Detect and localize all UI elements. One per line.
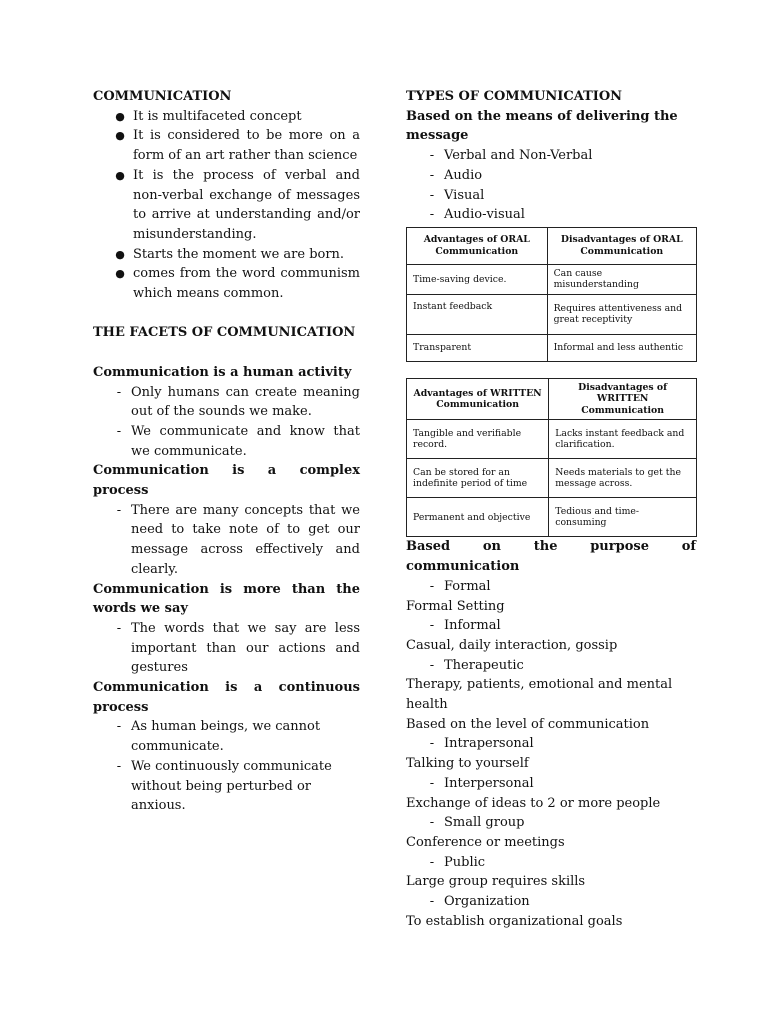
table-cell: Transparent: [407, 334, 548, 361]
list-item: ● Starts the moment we are born.: [93, 245, 360, 265]
table-header: Disadvantages of WRITTEN Communication: [549, 378, 697, 420]
facet-title: Communication is a human activity: [93, 364, 352, 380]
list-item: ● It is multifaceted concept: [93, 107, 360, 127]
list-item: ● It is considered to be more on a form of an art rather than science: [93, 126, 360, 165]
dash-icon: -: [116, 758, 122, 774]
item-description: To establish organizational goals: [406, 913, 623, 929]
list-item: - Intrapersonal: [406, 734, 696, 754]
table-cell: Tangible and verifiable record.: [407, 420, 549, 459]
item-description: Talking to yourself: [406, 756, 529, 772]
list-item: - Small group: [406, 813, 696, 833]
table-cell: Instant feedback: [407, 294, 548, 334]
bullet-dot-icon: ●: [115, 109, 125, 123]
table-cell: Requires attentiveness and great receptivity: [547, 294, 696, 334]
dash-icon: -: [429, 815, 435, 831]
dash-icon: -: [429, 854, 435, 870]
table-cell: Lacks instant feedback and clarification.: [549, 420, 697, 459]
list-item: - Interpersonal: [406, 774, 696, 794]
bullet-dot-icon: ●: [115, 247, 125, 261]
list-item: - Public: [406, 853, 696, 873]
facet-title: Communication is a complex process: [93, 463, 360, 499]
dash-icon: -: [429, 148, 435, 164]
list-item: - Visual: [406, 186, 696, 206]
dash-icon: -: [116, 384, 122, 400]
means-heading: Based on the means of delivering the message: [406, 108, 678, 144]
dash-icon: -: [429, 578, 435, 594]
table-row: [407, 294, 697, 334]
list-item: ● It is the process of verbal and non-verbal exchange of messages to arrive at understanding and/or misunderstanding.: [93, 166, 360, 245]
table-row: [407, 459, 697, 498]
table-cell: Tedious and time-consuming: [549, 498, 697, 537]
dash-icon: -: [429, 618, 435, 634]
list-item: - As human beings, we cannot communicate.: [93, 717, 360, 756]
types-heading: TYPES OF COMMUNICATION: [406, 89, 623, 104]
table-row: [407, 264, 697, 294]
list-item: - There are many concepts that we need to take note of to get our message across effectively and clearly.: [93, 501, 360, 580]
item-description: Large group requires skills: [406, 874, 586, 890]
list-item: - We communicate and know that we communicate.: [93, 422, 360, 461]
written-communication-table: [406, 378, 697, 538]
item-description: Exchange of ideas to 2 or more people: [406, 795, 661, 811]
list-item: - Informal: [406, 616, 696, 636]
dash-icon: -: [429, 775, 435, 791]
dash-icon: -: [429, 657, 435, 673]
table-row: [407, 334, 697, 361]
table-row: [407, 420, 697, 459]
dash-icon: -: [429, 167, 435, 183]
list-item: - Only humans can create meaning out of the sounds we make.: [93, 383, 360, 422]
table-row: [407, 498, 697, 537]
bullet-dot-icon: ●: [115, 129, 125, 143]
list-item: - The words that we say are less important than our actions and gestures: [93, 619, 360, 678]
facet-title: Communication is a continuous process: [93, 680, 360, 715]
item-description: Conference or meetings: [406, 834, 565, 850]
table-header: Advantages of WRITTEN Communication: [407, 378, 549, 420]
left-column: [93, 87, 360, 816]
dash-icon: -: [429, 187, 435, 203]
level-heading: Based on the level of communication: [406, 716, 650, 732]
list-item: - Verbal and Non-Verbal: [406, 146, 696, 166]
table-header: Advantages of ORAL Communication: [407, 227, 548, 264]
list-item: ● comes from the word communism which means common.: [93, 264, 360, 303]
dash-icon: -: [116, 423, 122, 439]
dash-icon: -: [429, 207, 435, 223]
table-cell: Informal and less authentic: [547, 334, 696, 361]
list-item: - Organization: [406, 892, 696, 912]
table-cell: Time-saving device.: [407, 264, 548, 294]
dash-icon: -: [116, 502, 122, 518]
bullet-dot-icon: ●: [115, 267, 125, 281]
facet-title: Communication is more than the words we say: [93, 581, 360, 617]
table-cell: Can be stored for an indefinite period of time: [407, 459, 549, 498]
list-item: - Audio-visual: [406, 205, 696, 225]
dash-icon: -: [429, 894, 435, 910]
table-cell: Permanent and objective: [407, 498, 549, 537]
communication-heading: COMMUNICATION: [93, 89, 232, 104]
dash-icon: -: [429, 736, 435, 752]
list-item: - We continuously communicate without being perturbed or anxious.: [93, 757, 360, 816]
oral-communication-table: [406, 227, 697, 362]
item-description: Casual, daily interaction, gossip: [406, 637, 618, 653]
list-item: - Therapeutic: [406, 656, 696, 676]
dash-icon: -: [116, 620, 122, 636]
purpose-heading: Based on the purpose of communication: [406, 539, 696, 575]
item-description: Therapy, patients, emotional and mental health: [406, 677, 673, 713]
dash-icon: -: [116, 719, 122, 735]
list-item: - Formal: [406, 577, 696, 597]
facets-heading: THE FACETS OF COMMUNICATION: [93, 325, 356, 341]
right-column: [406, 87, 696, 931]
list-item: - Audio: [406, 166, 696, 186]
table-cell: Needs materials to get the message across.: [549, 459, 697, 498]
table-header: Disadvantages of ORAL Communication: [547, 227, 696, 264]
table-cell: Can cause misunderstanding: [547, 264, 696, 294]
bullet-dot-icon: ●: [115, 168, 125, 182]
item-description: Formal Setting: [406, 598, 505, 614]
